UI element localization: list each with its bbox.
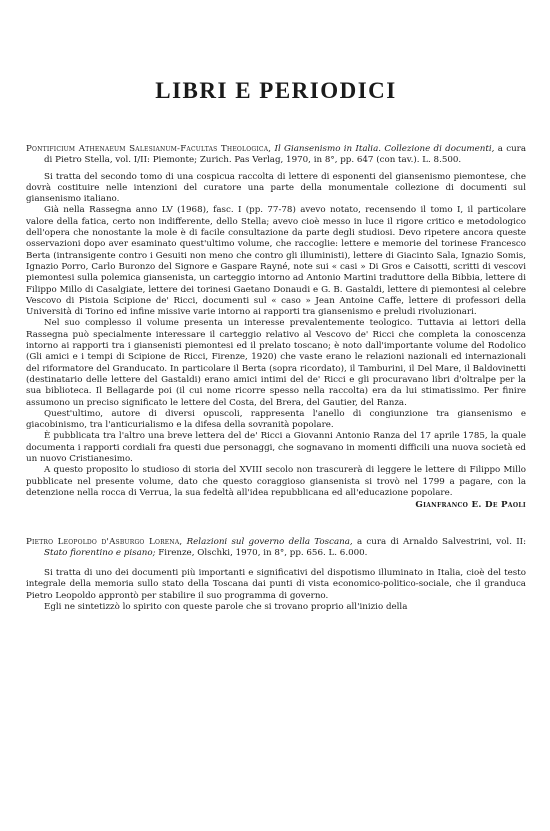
author: Pietro Leopoldo d'Asburgo Lorena, (26, 536, 183, 547)
publisher: Pontificium Athenaeum Salesianum-Facultas Theologica, (26, 144, 272, 154)
review-heading (26, 537, 526, 560)
book-title: Il Giansenismo in Italia. Collezione di documenti, (274, 144, 495, 154)
book-details: Firenze, Olschki, 1970, in 8°, pp. 656. L. 6.000. (158, 547, 368, 558)
book-title: Relazioni sul governo della Toscana, (186, 536, 353, 547)
paragraph: Si tratta di uno dei documenti più importanti e significativi del dispotismo illuminato in Italia, cioè del testo integrale della memoria sullo stato della Toscana dai punti di vista economico-politico-sociale, che il granduca Pietro Leopoldo approntò per stabilire il suo programma di governo. (26, 568, 526, 601)
review-pietro-leopoldo (26, 537, 526, 614)
page-title: LIBRI E PERIODICI (155, 78, 397, 103)
volume-title: Stato fiorentino e pisano; (44, 547, 156, 558)
paragraph: Quest'ultimo, autore di diversi opuscoli, rappresenta l'anello di congiunzione tra giansenismo e giacobinismo, tra l'anticurialismo e la difesa della sovranità popolare. (26, 408, 526, 431)
paragraph: Già nella Rassegna anno LV (1968), fasc. I (pp. 77-78) avevo notato, recensendo il tomo I, il particolare valore della fatica, certo non indifferente, dello Stella; avevo cioè messo in luce il rigore critico e metodologico dell'opera che nonostante la mole è di facile consultazione da parte degli studiosi. Devo ripetere ancora queste osservazioni dopo aver esaminato quest'ultimo volume, che raccoglie: lettere e memorie del torinese Francesco Berta (intransigente contro i Gesuiti non meno che contro gli illuministi), lettere di Giacinto Sala, Ignazio Somis, Ignazio Porro, Carlo Buronzo del Signore e Gaspare Rayné, note sui « casi » Di Gros e Caisotti, scritti di vescovi piemontesi sulla polemica giansenista, un carteggio intorno ad Antonio Martini traduttore della Bibbia, lettere di Filippo Millo di Casalgiate, lettere dei torinesi Gaetano Donaudi e G. B. Gastaldi, lettere di piemontesi al celebre Vescovo di Pistoia Scipione de' Ricci, documenti sul « caso » Jean Antoine Caffe, lettere di professori della Università di Torino ed infine missive varie intorno ai rapporti tra giansenismo e preludi rivoluzionari. (26, 205, 526, 318)
reviewer-signature: Gianfranco E. De Paoli (415, 500, 526, 511)
review-heading (26, 144, 526, 167)
paragraph: Nel suo complesso il volume presenta un interesse prevalentemente teologico. Tuttavia ai lettori della Rassegna può specialmente interessare il carteggio relativo al Vescovo de' Ricci che completa la conoscenza intorno ai rapporti tra i giansenisti piemontesi ed il prelato toscano; è noto dall'importante volume del Rodolico (Gli amici e i tempi di Scipione de Ricci, Firenze, 1920) che vaste erano le relazioni nazionali ed internazionali del riformatore del Granducato. In particolare il Berta (sopra ricordato), il Tamburini, il Del Mare, il Baldovinetti (destinatario delle lettere del Gastaldi) erano amici intimi del de' Ricci e gli procuravano libri d'oltralpe per la sua biblioteca. Il Bellagarde poi (il cui nome ricorre spesso nella raccolta) era da lui stimatissimo. Per finire assumono un preciso significato le lettere del Costa, del Brera, del Gautier, del Ranza. (26, 318, 526, 408)
paragraph: Egli ne sintetizzò lo spirito con queste parole che si trovano proprio all'inizio della (44, 601, 408, 612)
editor-info: a cura di Arnaldo Salvestrini, vol. II: (356, 536, 527, 547)
paragraph: Si tratta del secondo tomo di una cospicua raccolta di lettere di esponenti del giansenismo piemontese, che dovrà costituire nelle intenzioni del curatore una parte della monumentale collezione di documenti sul giansenismo italiano. (26, 171, 526, 205)
review-giansenismo (26, 144, 526, 512)
paragraph: È pubblicata tra l'altro una breve lettera del de' Ricci a Giovanni Antonio Ranza del 17 aprile 1785, la quale documenta i rapporti cordiali fra questi due personaggi, che sognavano in momenti difficili una nuova società ed un nuovo Cristianesimo. (26, 431, 526, 465)
book-details: a cura di Pietro Stella, vol. I/II: Piemonte; Zurich. Pas Verlag, 1970, in 8°, pp. 647 (con tav.). L. 8.500. (44, 144, 527, 166)
paragraph: A questo proposito lo studioso di storia del XVIII secolo non trascurerà di leggere le lettere di Filippo Millo pubblicate nel presente volume, dato che questo coraggioso giansenista si trovò nel 1799 a pagare, con la detenzione nella rocca di Verrua, la sua fedeltà all'idea repubblicana ed all'educazione popolare. (26, 465, 526, 498)
